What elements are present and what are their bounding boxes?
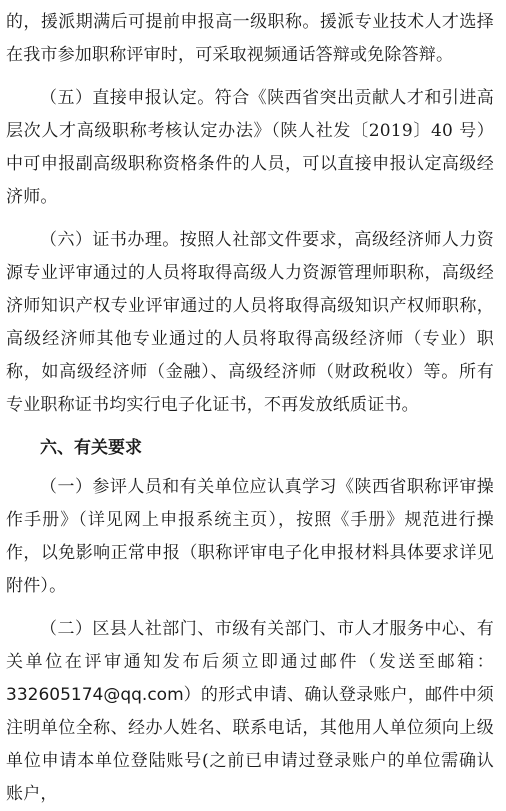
section-heading: 六、有关要求 — [40, 438, 142, 458]
requirement-2-text-after: ）的形式申请、确认登录账户，邮件中须注明单位全称、经办人姓名、联系电话，其他用人单位须向上级单位申请本单位登陆账号(之前已申请过登录账户的单位需确认账户， — [6, 685, 494, 804]
paragraph-requirement-2 — [6, 613, 494, 811]
paragraph-requirement-1: （一）参评人员和有关单位应认真学习《陕西省职称评审操作手册》（详见网上申报系统主页），按照《手册》规范进行操作，以免影响正常申报（职称评审电子化申报材料具体要求详见附件）。 — [6, 477, 494, 596]
paragraph-continuation: 的，援派期满后可提前申报高一级职称。援派专业技术人才选择在我市参加职称评审时，可采取视频通话答辩或免除答辩。 — [6, 12, 494, 65]
requirement-2-text-before: （二）区县人社部门、市级有关部门、市人才服务中心、有关单位在评审通知发布后须立即通过邮件（发送至邮箱： — [6, 619, 494, 672]
paragraph-certificate: （六）证书办理。按照人社部文件要求，高级经济师人力资源专业评审通过的人员将取得高级人力资源管理师职称，高级经济师知识产权专业评审通过的人员将取得高级知识产权师职称，高级经济师其他专业通过的人员将取得高级经济师（专业）职称，如高级经济师（金融）、高级经济师（财政税收）等。所有专业职称证书均实行电子化证书，不再发放纸质证书。 — [6, 230, 494, 415]
email-address: 332605174@qq.com — [6, 685, 184, 705]
paragraph-direct-application: （五）直接申报认定。符合《陕西省突出贡献人才和引进高层次人才高级职称考核认定办法》（陕人社发〔2019〕40 号）中可申报副高级职称资格条件的人员，可以直接申报认定高级经济师。 — [6, 88, 494, 207]
